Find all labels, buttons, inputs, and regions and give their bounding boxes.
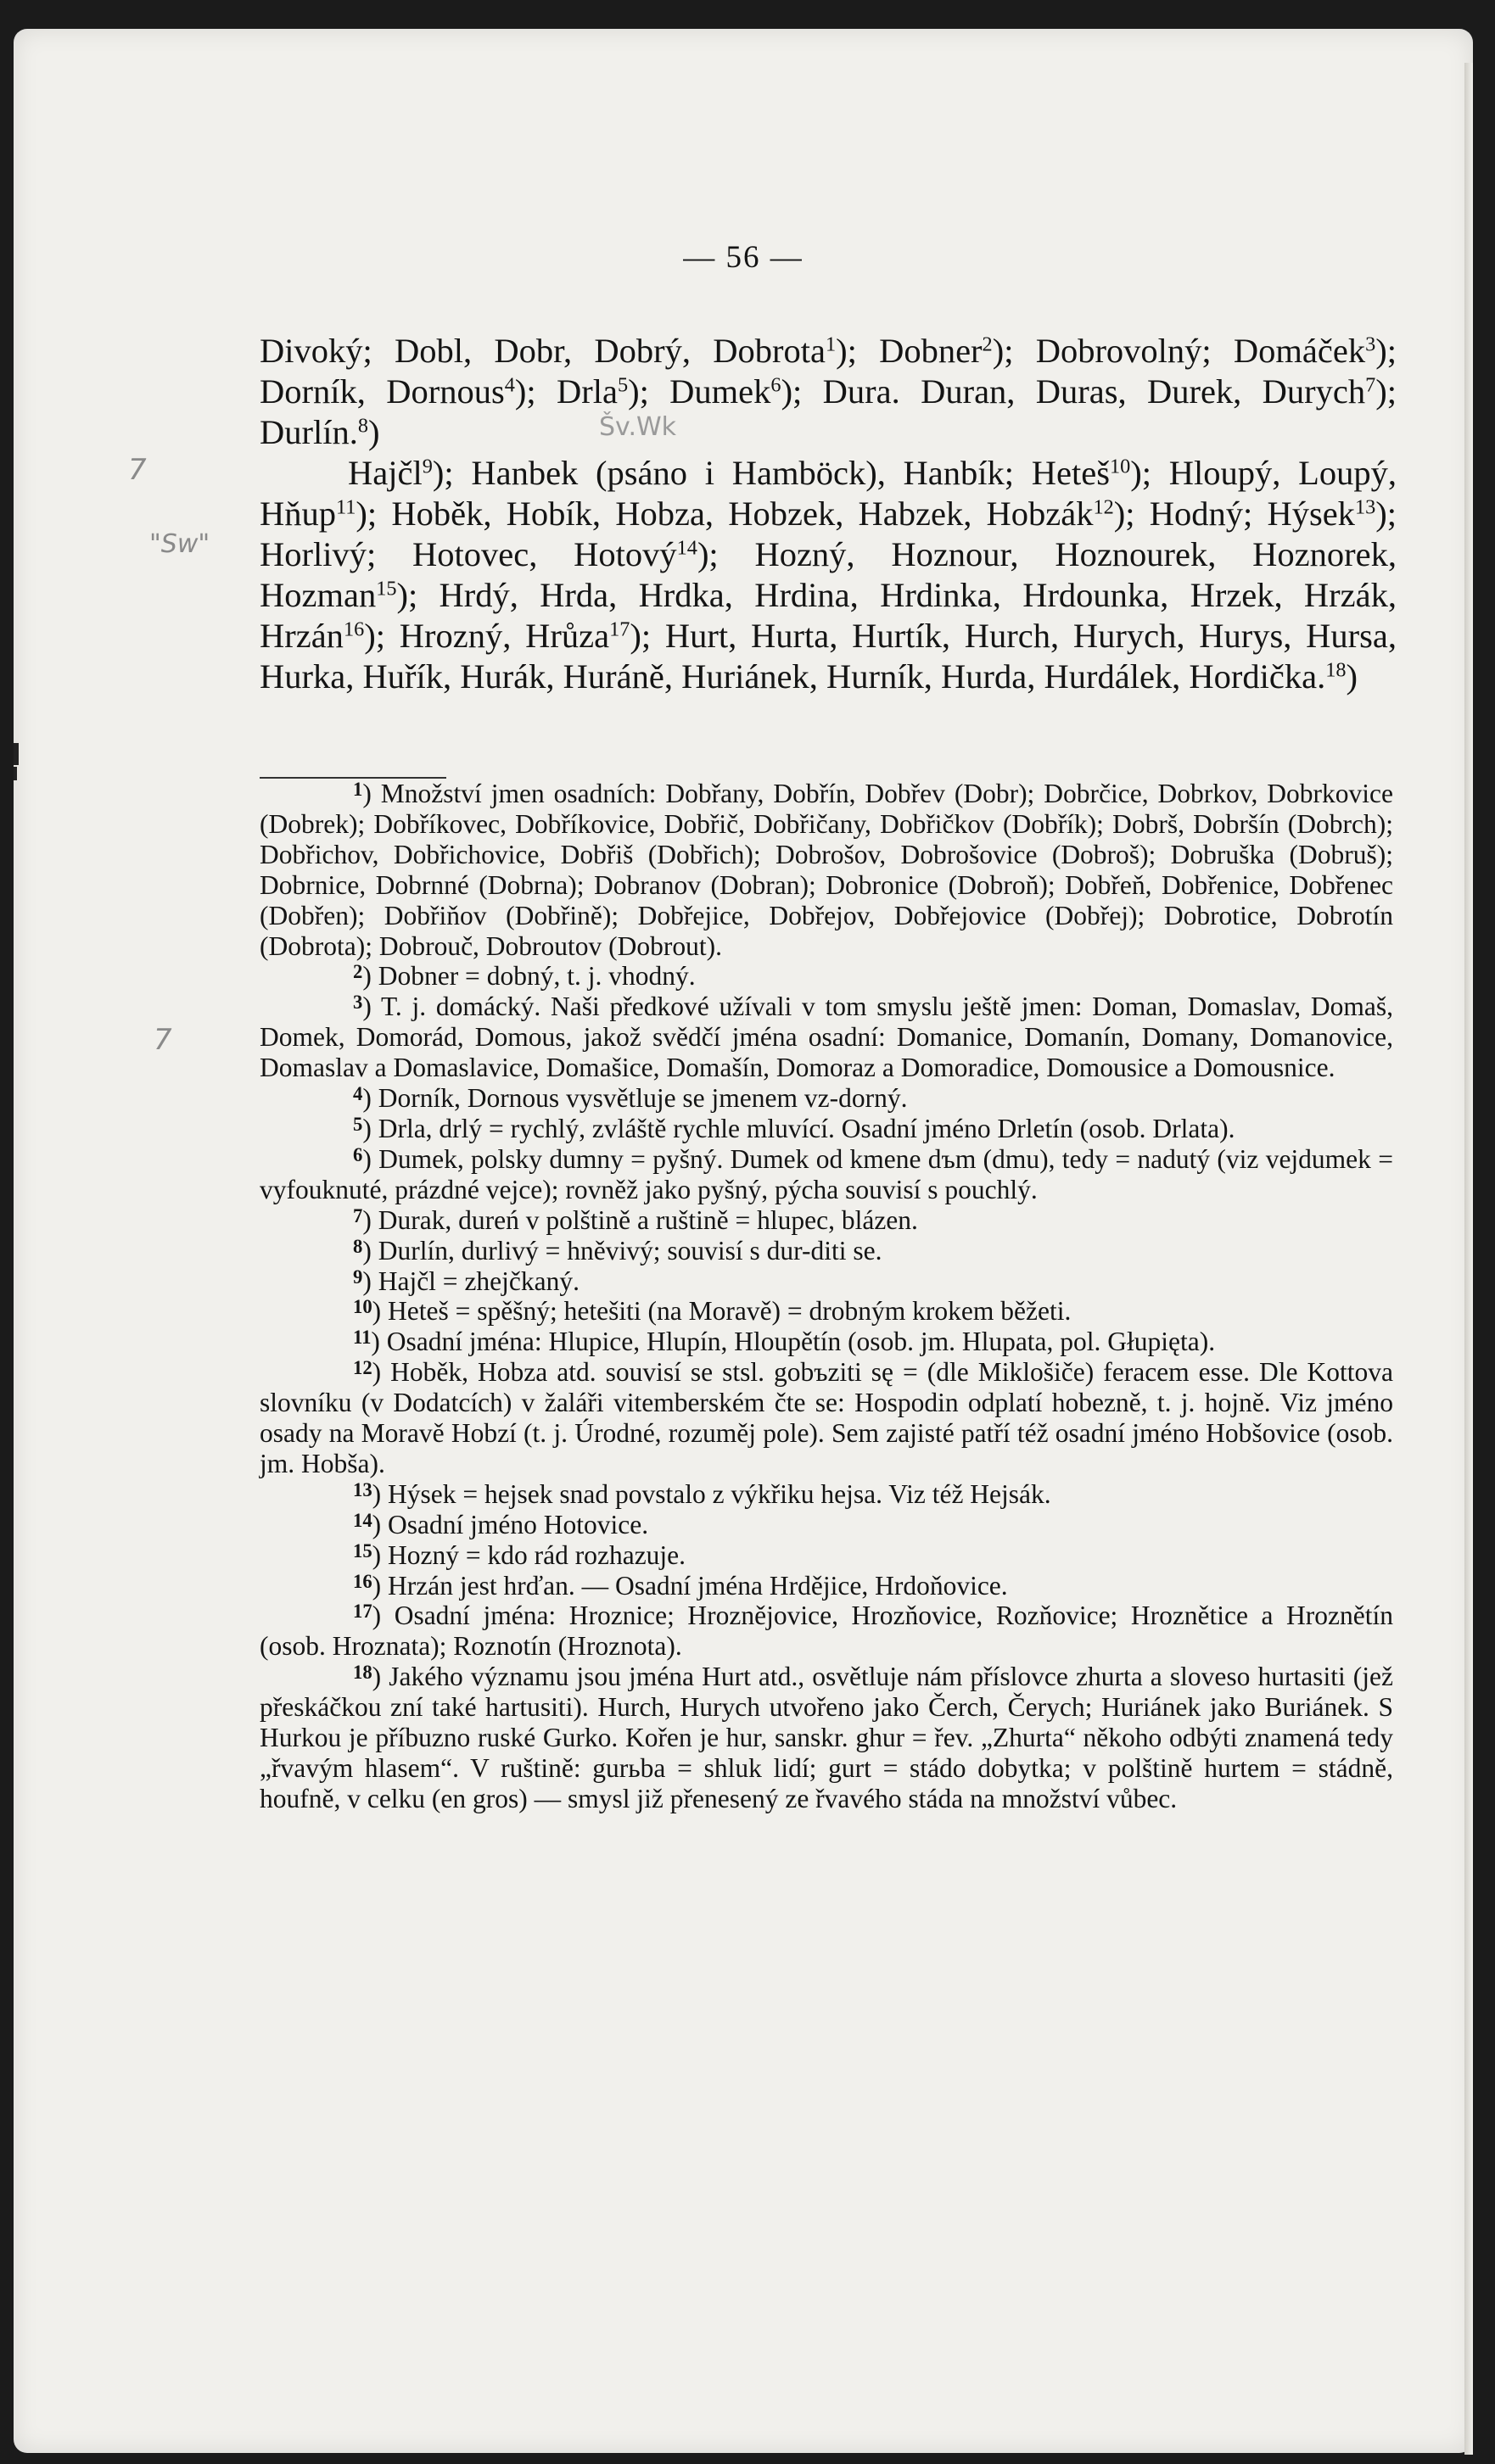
footnote-ref: 17 (609, 617, 630, 641)
main-text-run: Hajčl (348, 454, 423, 492)
footnote-mark: 18 (353, 1662, 372, 1684)
footnote-mark: 12 (353, 1357, 372, 1379)
footnote-ref: 7 (1365, 373, 1376, 397)
margin-pencil-mark-c: 7 (154, 1023, 172, 1057)
pencil-scribble: Šv.Wk (599, 412, 677, 442)
footnote (260, 1601, 1393, 1662)
footnote (260, 1083, 1393, 1114)
footnote (260, 1114, 1393, 1144)
footnote-ref: 9 (422, 455, 433, 478)
main-text-run: ); Dobner (836, 332, 983, 370)
footnote-ref: 10 (1110, 455, 1131, 478)
main-text-run: ); Hrozný, Hrůza (364, 617, 610, 655)
main-text-run: ); Hrdý, Hrda, Hrdka, Hrdina, Hrdinka, Hrdounka, Hrzek, Hrzák, Hrzán (260, 576, 1397, 655)
footnote-ref: 16 (343, 617, 365, 641)
footnote-mark: 14 (353, 1509, 372, 1531)
footnote (260, 1236, 1393, 1266)
footnote-text: ) Hýsek = hejsek snad povstalo z výkřiku hejsa. Viz též Hejsák. (372, 1478, 1051, 1509)
footnote-text: ) Dorník, Dornous vysvětluje se jmenem vz-dorný. (362, 1083, 908, 1114)
footnote-text: ) Hrzán jest hrďan. — Osadní jména Hrdějice, Hrdoňovice. (372, 1570, 1008, 1601)
main-text-run: ); Durlín. (260, 372, 1397, 451)
footnote (260, 1327, 1393, 1357)
footnote-ref: 8 (357, 414, 369, 438)
footnote-text: ) Durlín, durlivý = hněvivý; souvisí s dur-diti se. (362, 1235, 882, 1266)
footnote-ref: 1 (825, 332, 837, 356)
footnote (260, 1144, 1393, 1205)
footnote-text: ) Jakého významu jsou jména Hurt atd., osvětluje nám příslovce zhurta a sloveso hurtasiti (jež přeskáčkou zní také hartusiti). Hurch, Hurych utvořeno jako Čerch, Čerych; Huriánek jako Buriánek. S Hurkou je příbuzno ruské Gurko. Kořen je hur, sanskr. ghur = řev. „Zhurta“ někoho odbýti znamená tedy „řvavým hlasem“. V ruštině: gurьba = shluk lidí; gurt = stádo dobytka; v polštině hurtem = stádně, houfně, v celku (en gros) — smysl již přenesený ze řvavého stáda na množství vůbec. (260, 1662, 1393, 1813)
footnote-ref: 18 (1325, 658, 1347, 682)
footnote-text: ) Osadní jména: Hlupice, Hlupín, Hloupětín (osob. jm. Hlupata, pol. Głupięta). (371, 1327, 1216, 1357)
footnote-mark: 13 (353, 1478, 372, 1500)
main-text-run: ); Dobrovolný; Domáček (992, 332, 1366, 370)
main-text-run: ); Hanbek (psáno i Hamböck), Hanbík; Heteš (432, 454, 1110, 492)
footnote-mark: 17 (353, 1601, 372, 1623)
main-text-run: ) (368, 413, 380, 451)
footnote-mark: 3 (353, 992, 363, 1014)
page-number: — 56 — (683, 240, 803, 275)
footnote (260, 1205, 1393, 1236)
footnote-mark: 5 (353, 1114, 363, 1136)
main-text-run: ); Hodný; Hýsek (1113, 494, 1355, 533)
footnote-text: ) Hozný = kdo rád rozhazuje. (372, 1539, 686, 1570)
main-text (260, 331, 1397, 697)
footnote-text: ) Heteš = spěšný; hetešiti (na Moravě) = drobným krokem běžeti. (372, 1296, 1072, 1327)
footnote-ref: 5 (617, 373, 629, 397)
scanned-page (14, 29, 1473, 2453)
footnotes (260, 779, 1393, 1814)
scan-edge-tick (14, 767, 17, 780)
footnote-ref: 2 (982, 332, 993, 356)
footnote-text: ) Durak, dureń v polštině a ruštině = hlupec, blázen. (362, 1204, 918, 1235)
footnote (260, 1296, 1393, 1327)
main-text-run: ); Hozný, Hoznour, Hoznourek, Hoznorek, Hozman (260, 535, 1397, 614)
footnote-mark: 1 (353, 779, 363, 801)
footnote-ref: 6 (770, 373, 781, 397)
footnote (260, 1571, 1393, 1601)
footnote-mark: 15 (353, 1539, 372, 1562)
footnote-mark: 9 (353, 1266, 363, 1288)
footnote (260, 1510, 1393, 1540)
margin-pencil-mark-b: "Sw" (149, 529, 210, 559)
footnote-mark: 2 (353, 961, 363, 983)
footnote (260, 779, 1393, 961)
main-text-run: ); Dumek (628, 372, 771, 411)
scan-edge-tick (14, 743, 19, 765)
footnote-text: ) Dumek, polsky dumny = pyšný. Dumek od kmene dъm (dmu), tedy = nadutý (viz vejdumek = vyfouknuté, prázdné vejce); rovněž jako pyšný, pýcha souvisí s pouchlý. (260, 1143, 1393, 1204)
footnote-mark: 11 (353, 1327, 372, 1349)
footnote-text: ) Množství jmen osadních: Dobřany, Dobřín, Dobřev (Dobr); Dobrčice, Dobrkov, Dobrkovice (Dobrek); Dobříkovec, Dobříkovice, Dobřič, Dobřičany, Dobřičkov (Dobřík); Dobrš, Dobršín (Dobrch); Dobřichov, Dobřichovice, Dobřiš (Dobřich); Dobrošov, Dobrošovice (Dobroš); Dobruška (Dobruš); Dobrnice, Dobrnné (Dobrna); Dobranov (Dobran); Dobronice (Dobroň); Dobřeň, Dobřenice, Dobřenec (Dobřen); Dobřiňov (Dobřině); Dobřejice, Dobřejov, Dobřejovice (Dobřej); Dobrotice, Dobrotín (Dobrota); Dobrouč, Dobroutov (Dobrout). (260, 779, 1393, 961)
footnote (260, 1357, 1393, 1479)
footnote-mark: 4 (353, 1083, 363, 1105)
footnote-text: ) Osadní jména: Hroznice; Hroznějovice, Hrozňovice, Rozňovice; Hroznětice a Hroznětín (osob. Hroznata); Roznotín (Hroznota). (260, 1601, 1393, 1662)
footnote-mark: 6 (353, 1143, 363, 1165)
footnote-mark: 8 (353, 1235, 363, 1257)
page-edge-shadow (1464, 63, 1473, 2455)
footnote-ref: 3 (1365, 332, 1376, 356)
footnote-mark: 16 (353, 1570, 372, 1592)
footnote-ref: 4 (504, 373, 515, 397)
main-text-run: ); Hoběk, Hobík, Hobza, Hobzek, Habzek, Hobzák (356, 494, 1094, 533)
footnote-ref: 15 (376, 577, 397, 601)
footnote (260, 1540, 1393, 1571)
main-text-run: ); Drla (514, 372, 618, 411)
footnote-text: ) Hoběk, Hobza atd. souvisí se stsl. gobъziti sę = (dle Miklošiče) feracem esse. Dle Kottova slovníku (v Dodatcích) v žaláři vitemberském čte se: Hospodin odplatí hobezně, t. j. hojně. Viz jméno osady na Moravě Hobzí (t. j. Úrodné, rozuměj pole). Sem zajisté patří též osadní jméno Hobšovice (osob. jm. Hobša). (260, 1357, 1393, 1478)
footnote-text: ) Drla, drlý = rychlý, zvláště rychle mluvící. Osadní jméno Drletín (osob. Drlata). (362, 1113, 1235, 1143)
footnote-text: ) Dobner = dobný, t. j. vhodný. (362, 961, 696, 992)
footnote-mark: 7 (353, 1204, 363, 1226)
footnote (260, 961, 1393, 992)
main-text-run: ); Dura. Duran, Duras, Durek, Durych (781, 372, 1366, 411)
footnote-text: ) T. j. domácký. Naši předkové užívali v tom smyslu ještě jmen: Doman, Domaslav, Domaš, Domek, Domorád, Domous, jakož svědčí jména osadní: Domanice, Domanín, Domany, Domanovice, Domaslav a Domaslavice, Domašice, Domašín, Domoraz a Domoradice, Domousice a Domousnice. (260, 992, 1393, 1083)
footnote-ref: 13 (1354, 495, 1376, 519)
main-paragraph-1 (260, 331, 1397, 453)
margin-pencil-mark-a: 7 (128, 453, 147, 487)
main-text-run: ); Hloupý, Loupý, Hňup (260, 454, 1397, 533)
footnote (260, 1266, 1393, 1297)
main-text-run: ); Hurt, Hurta, Hurtík, Hurch, Hurych, Hurys, Hursa, Hurka, Huřík, Hurák, Huráně, Huriánek, Hurník, Hurda, Hurdálek, Hordička. (260, 617, 1397, 696)
footnote-ref: 11 (336, 495, 356, 519)
footnote (260, 1479, 1393, 1510)
main-text-run: ); Horlivý; Hotovec, Hotový (260, 494, 1397, 573)
footnote (260, 992, 1393, 1083)
main-text-run: ) (1346, 657, 1358, 696)
footnote (260, 1662, 1393, 1814)
main-text-run: Divoký; Dobl, Dobr, Dobrý, Dobrota (260, 332, 826, 370)
main-text-run: ); Dorník, Dornous (260, 332, 1397, 411)
footnote-text: ) Osadní jméno Hotovice. (372, 1509, 649, 1539)
footnote-text: ) Hajčl = zhejčkaný. (362, 1266, 580, 1296)
footnote-ref: 14 (676, 536, 697, 560)
footnote-ref: 12 (1093, 495, 1114, 519)
main-paragraph-2 (260, 453, 1397, 697)
footnote-mark: 10 (353, 1296, 372, 1318)
